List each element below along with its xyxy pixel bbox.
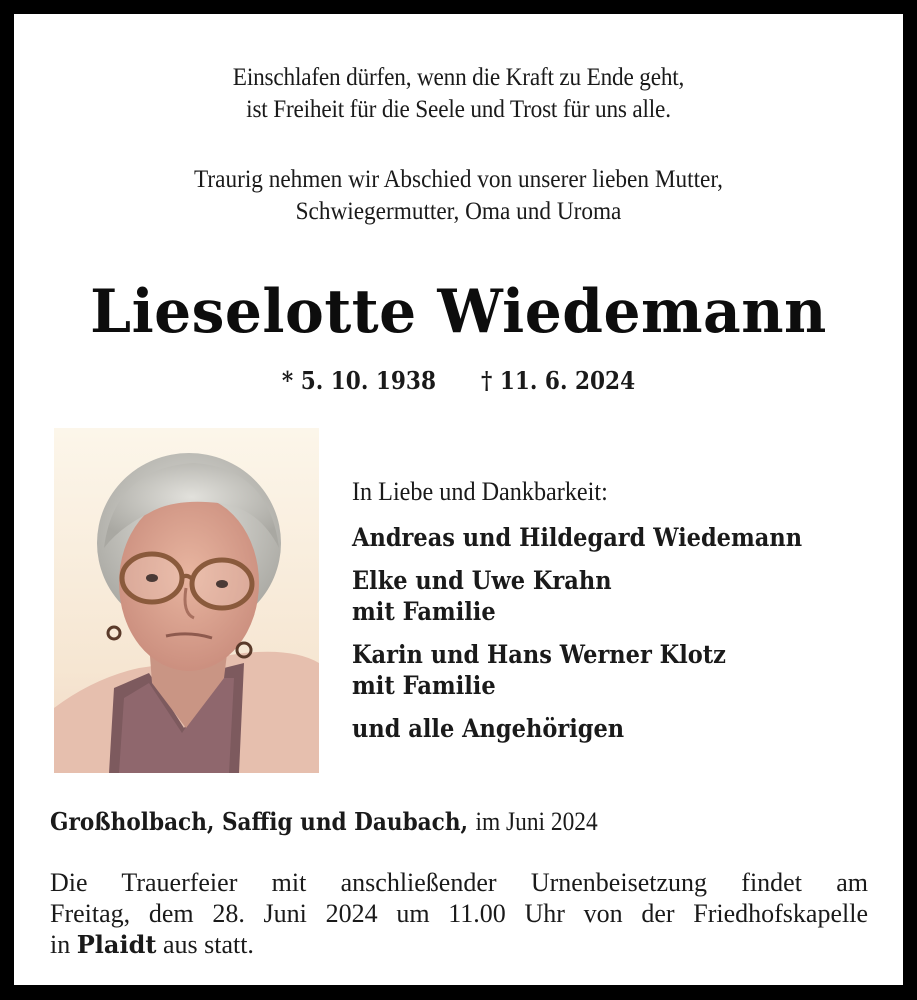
place-locations: Großholbach, Saffig und Daubach, [50, 807, 469, 836]
service-suffix: aus statt. [162, 930, 254, 959]
motto-line: Einschlafen dürfen, wenn die Kraft zu Ende geht, [232, 64, 685, 91]
mourner-family: mit Familie [352, 671, 496, 700]
service-prefix: in [50, 930, 71, 959]
place-and-date [50, 806, 788, 838]
mourner-name: Elke und Uwe Krahn [352, 566, 612, 595]
mourner-family: mit Familie [352, 597, 496, 626]
obituary-card [14, 14, 903, 985]
intro-line: Schwiegermutter, Oma und Uroma [295, 198, 622, 225]
life-dates [58, 366, 858, 396]
service-location: Plaidt [76, 930, 157, 959]
death-date: † 11. 6. 2024 [481, 366, 636, 395]
mourner-group [352, 639, 838, 701]
intro-line: Traurig nehmen wir Abschied von unserer lieben Mutter, [194, 166, 723, 193]
mourner-group [352, 522, 838, 553]
motto-line: ist Freiheit für die Seele und Trost für uns alle. [246, 96, 671, 123]
mourner-name: Karin und Hans Werner Klotz [352, 640, 726, 669]
mourners-lead: In Liebe und Dankbarkeit: [352, 477, 608, 506]
motto-verse [45, 62, 872, 126]
place-date: im Juni 2024 [475, 807, 598, 836]
birth-date: * 5. 10. 1938 [281, 366, 436, 395]
service-line [50, 929, 868, 960]
mourner-name: Andreas und Hildegard Wiedemann [352, 523, 803, 552]
intro-text [45, 164, 872, 228]
service-line: Die Trauerfeier mit anschließender Urnenbeisetzung findet am [50, 868, 868, 897]
mourners-list [352, 476, 892, 756]
deceased-name: Lieselotte Wiedemann [90, 277, 827, 347]
mourner-group [352, 565, 838, 627]
funeral-service-info [50, 867, 868, 960]
service-line: Freitag, dem 28. Juni 2024 um 11.00 Uhr von der Friedhofskapelle [50, 899, 868, 928]
portrait-photo [54, 428, 319, 773]
mourner-name: und alle Angehörigen [352, 714, 625, 743]
portrait-image [54, 428, 319, 773]
mourner-group [352, 713, 838, 744]
